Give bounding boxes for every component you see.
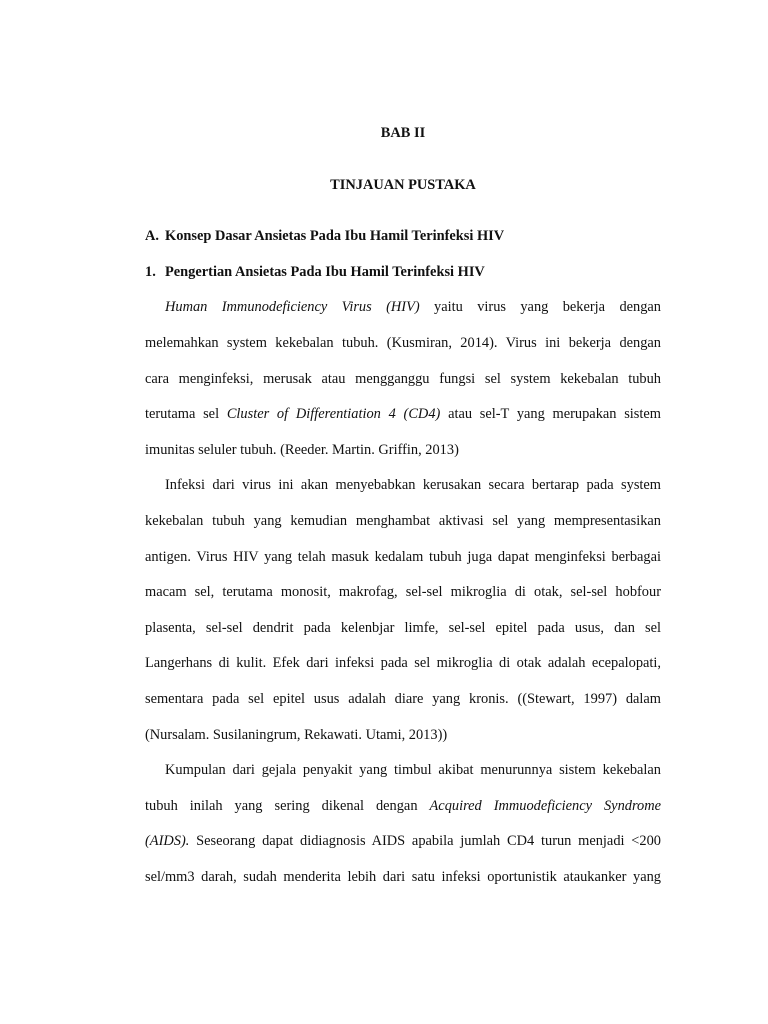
paragraph-line: [145, 789, 661, 825]
body-text: cara menginfeksi, merusak atau mengganggu fungsi sel system kekebalan tubuh: [145, 370, 661, 387]
body-text: plasenta, sel-sel dendrit pada kelenbjar limfe, sel-sel epitel pada usus, dan sel: [145, 619, 661, 636]
paragraph-line: [145, 860, 661, 896]
paragraph-line: [145, 504, 661, 540]
body-text: (Nursalam. Susilaningrum, Rekawati. Utami, 2013)): [145, 726, 448, 743]
body-text: Infeksi dari virus ini akan menyebabkan kerusakan secara bertarap pada system: [165, 477, 661, 494]
paragraph-line: [145, 540, 661, 576]
page-content: [145, 116, 661, 895]
section-marker-a: A.: [145, 228, 159, 245]
body-text: terutama sel: [145, 406, 227, 423]
body-text: antigen. Virus HIV yang telah masuk kedalam tubuh juga dapat menginfeksi berbagai: [145, 548, 661, 565]
section-title-1: Pengertian Ansietas Pada Ibu Hamil Terinfeksi HIV: [165, 263, 485, 280]
paragraph-line: [145, 290, 661, 326]
paragraph-line: [145, 326, 661, 362]
paragraph-line: [145, 362, 661, 398]
paragraph-line: [145, 718, 661, 754]
body-text: Kumpulan dari gejala penyakit yang timbul akibat menurunnya sistem kekebalan: [165, 762, 661, 779]
paragraph-line: [145, 468, 661, 504]
italic-text: (AIDS).: [145, 833, 190, 850]
section-heading-1: [145, 255, 661, 291]
body-paragraphs: [145, 290, 661, 895]
paragraph-line: [145, 824, 661, 860]
paragraph-line: [145, 611, 661, 647]
body-text: sementara pada sel epitel usus adalah diare yang kronis. ((Stewart, 1997) dalam: [145, 690, 661, 707]
body-text: macam sel, terutama monosit, makrofag, sel-sel mikroglia di otak, sel-sel hobfour: [145, 584, 661, 601]
chapter-title: TINJAUAN PUSTAKA: [330, 176, 476, 193]
body-text: imunitas seluler tubuh. (Reeder. Martin. Griffin, 2013): [145, 441, 459, 458]
paragraph-line: [145, 753, 661, 789]
italic-text: Human Immunodeficiency Virus (HIV): [165, 299, 420, 316]
body-paragraph: [145, 290, 661, 468]
paragraph-line: [145, 575, 661, 611]
body-text: Langerhans di kulit. Efek dari infeksi pada sel mikroglia di otak adalah ecepalopati,: [145, 655, 661, 672]
body-paragraph: [145, 753, 661, 895]
section-heading-a: [145, 219, 661, 255]
paragraph-line: [145, 682, 661, 718]
body-text: sel/mm3 darah, sudah menderita lebih dari satu infeksi oportunistik ataukanker yang: [145, 868, 661, 885]
body-text: melemahkan system kekebalan tubuh. (Kusmiran, 2014). Virus ini bekerja dengan: [145, 334, 661, 351]
body-text: kekebalan tubuh yang kemudian menghambat aktivasi sel yang mempresentasikan: [145, 512, 661, 529]
body-paragraph: [145, 468, 661, 753]
section-title-a: Konsep Dasar Ansietas Pada Ibu Hamil Terinfeksi HIV: [165, 228, 505, 245]
italic-text: Cluster of Differentiation 4 (CD4): [226, 406, 441, 423]
body-text: tubuh inilah yang sering dikenal dengan: [145, 797, 430, 814]
paragraph-line: [145, 646, 661, 682]
body-text: atau sel-T yang merupakan sistem: [440, 406, 661, 423]
body-text: yaitu virus yang bekerja dengan: [419, 299, 661, 316]
paragraph-line: [145, 433, 661, 469]
italic-text: Acquired Immuodeficiency Syndrome: [429, 797, 661, 814]
chapter-heading: BAB II: [380, 125, 426, 141]
section-marker-1: 1.: [145, 263, 156, 280]
body-text: Seseorang dapat didiagnosis AIDS apabila jumlah CD4 turun menjadi <200: [189, 833, 661, 850]
paragraph-line: [145, 397, 661, 433]
